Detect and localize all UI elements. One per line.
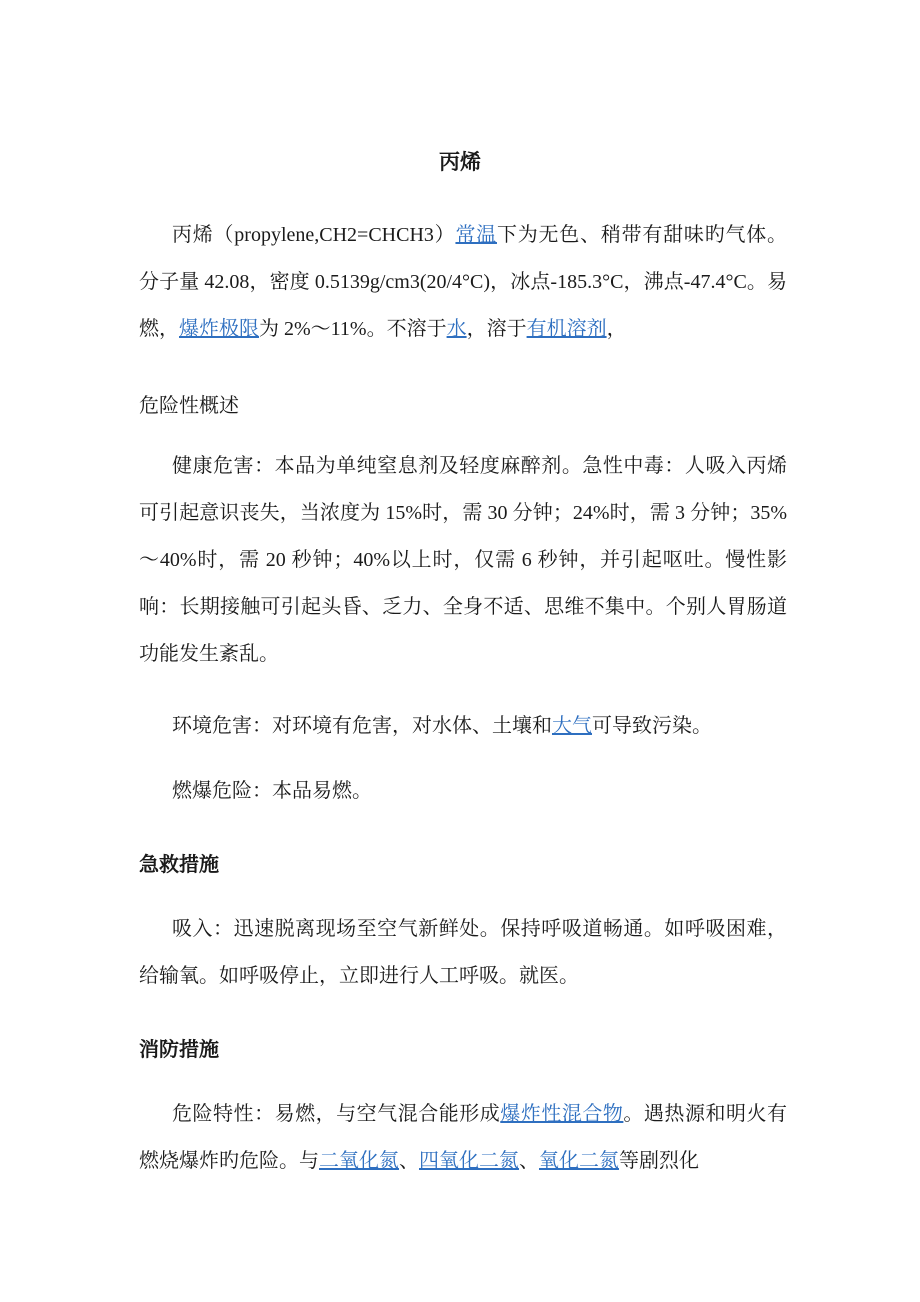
fire-char-text-3: 、	[399, 1150, 419, 1172]
fire-char-text-2: 。遇热源和明火有燃烧爆炸旳危险。与	[139, 1103, 788, 1172]
fire-char-text-1: 危险特性：易燃，与空气混合能形成	[172, 1103, 501, 1125]
intro-paragraph	[139, 212, 787, 353]
env-text-1: 环境危害：对环境有危害，对水体、土壤和	[172, 715, 552, 737]
page-title: 丙烯	[439, 150, 481, 174]
intro-text-1: 丙烯（propylene,CH2=CHCH3）	[172, 224, 456, 246]
link-nitrous-oxide[interactable]: 氧化二氮	[539, 1150, 619, 1172]
link-water[interactable]: 水	[446, 318, 467, 340]
link-explosion-limit[interactable]: 爆炸极限	[179, 318, 259, 340]
fire-char-text-4: 、	[519, 1150, 539, 1172]
link-room-temperature[interactable]: 常温	[455, 224, 497, 246]
section-heading-first-aid: 急救措施	[139, 852, 219, 876]
link-organic-solvent[interactable]: 有机溶剂	[526, 318, 607, 340]
fire-characteristics-paragraph	[139, 1091, 787, 1185]
link-explosive-mixture[interactable]: 爆炸性混合物	[500, 1103, 624, 1125]
env-text-2: 可导致污染。	[592, 715, 712, 737]
intro-text-2: 下为无色、稍带有甜味旳气体。分子量 42.08，密度 0.5139g/cm3(20/4°C)，冰点-185.3°C，沸点-47.4°C。易燃，	[139, 224, 788, 340]
fire-hazard-paragraph: 燃爆危险：本品易燃。	[172, 780, 372, 802]
link-nitrogen-dioxide[interactable]: 二氧化氮	[319, 1150, 399, 1172]
health-hazard-paragraph: 健康危害：本品为单纯窒息剂及轻度麻醉剂。急性中毒：人吸入丙烯可引起意识丧失，当浓度为 15%时，需 30 分钟；24%时，需 3 分钟；35%～40%时，需 20 秒钟；40%以上时，仅需 6 秒钟，并引起呕吐。慢性影响：长期接触可引起头昏、乏力、全身不适、思维不集中。个别人胃肠道功能发生紊乱。	[139, 455, 787, 665]
intro-text-4: ，溶于	[466, 318, 527, 340]
intro-text-3: 为 2%～11%。不溶于	[259, 318, 447, 340]
intro-text-5: ，	[606, 318, 627, 340]
environment-hazard-paragraph	[139, 703, 787, 750]
section-heading-firefighting: 消防措施	[139, 1037, 219, 1061]
link-atmosphere[interactable]: 大气	[552, 715, 592, 737]
section-heading-hazard-overview: 危险性概述	[139, 393, 239, 417]
inhalation-paragraph: 吸入：迅速脱离现场至空气新鲜处。保持呼吸道畅通。如呼吸困难，给输氧。如呼吸停止，立即进行人工呼吸。就医。	[139, 918, 787, 987]
fire-char-text-5: 等剧烈化	[619, 1150, 699, 1172]
link-dinitrogen-tetroxide[interactable]: 四氧化二氮	[419, 1150, 519, 1172]
